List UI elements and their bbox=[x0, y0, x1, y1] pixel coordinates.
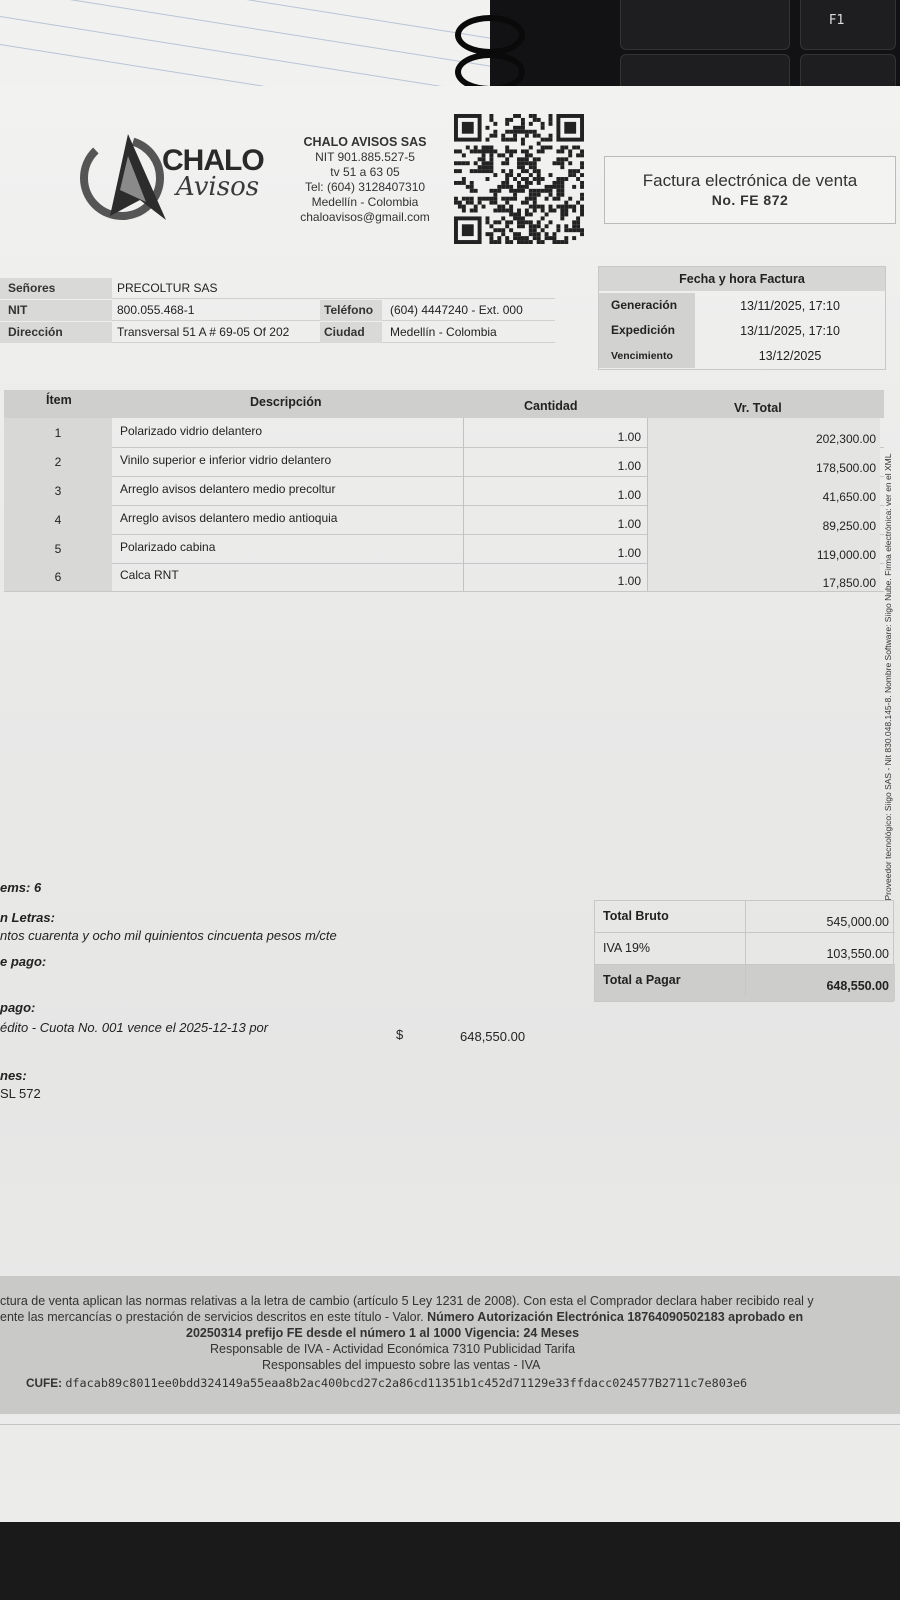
company-address: tv 51 a 63 05 bbox=[330, 165, 400, 179]
notebook-ring bbox=[455, 15, 525, 55]
expedicion-label: Expedición bbox=[599, 318, 695, 343]
letras-value: ntos cuarenta y ocho mil quinientos cincuenta pesos m/cte bbox=[0, 928, 337, 943]
telefono-label: Teléfono bbox=[324, 303, 374, 317]
legal-footer bbox=[0, 1276, 900, 1414]
item-quantity: 1.00 bbox=[464, 418, 648, 447]
expedicion-row bbox=[599, 318, 885, 343]
nit-label: NIT bbox=[8, 303, 28, 317]
item-description: Vinilo superior e inferior vidrio delantero bbox=[112, 447, 464, 476]
totals-box bbox=[594, 900, 894, 1002]
expedicion-value: 13/11/2025, 17:10 bbox=[740, 324, 840, 338]
item-number: 4 bbox=[4, 505, 112, 534]
company-info bbox=[285, 135, 445, 225]
item-total: 89,250.00 bbox=[648, 505, 880, 534]
item-description: Arreglo avisos delantero medio precoltur bbox=[112, 476, 464, 505]
iva-label: IVA 19% bbox=[603, 941, 651, 955]
item-total: 119,000.00 bbox=[648, 534, 880, 563]
table-row bbox=[4, 534, 884, 564]
items-count: ems: 6 bbox=[0, 880, 42, 895]
item-quantity: 1.00 bbox=[464, 476, 648, 505]
senores-value: PRECOLTUR SAS bbox=[117, 281, 218, 295]
ciudad-label: Ciudad bbox=[324, 325, 365, 339]
letras-label: n Letras: bbox=[0, 910, 55, 925]
iva-row bbox=[595, 933, 895, 965]
item-description: Polarizado vidrio delantero bbox=[112, 418, 464, 447]
medio-pago-label: pago: bbox=[0, 1000, 36, 1015]
footer-line-2 bbox=[0, 1310, 803, 1324]
table-row bbox=[4, 418, 884, 448]
header-item: Ítem bbox=[46, 393, 72, 407]
vencimiento-row bbox=[599, 343, 885, 368]
item-description: Calca RNT bbox=[112, 562, 464, 591]
desk-background bbox=[0, 1522, 900, 1600]
provider-side-note-text: Proveedor tecnológico: Siigo SAS - Nit 830.048.145-8. Nombre Software: Siigo Nube. Firma electrónica: ver en el XML bbox=[883, 453, 893, 901]
client-row-direccion bbox=[0, 322, 555, 343]
dates-header: Fecha y hora Factura bbox=[599, 267, 885, 291]
forma-pago-label: e pago: bbox=[0, 954, 47, 969]
table-row bbox=[4, 505, 884, 535]
vencimiento-label: Vencimiento bbox=[599, 343, 695, 368]
cuota-text: édito - Cuota No. 001 vence el 2025-12-13 por bbox=[0, 1020, 269, 1035]
item-description: Polarizado cabina bbox=[112, 534, 464, 563]
item-total: 41,650.00 bbox=[648, 476, 880, 505]
item-total: 178,500.00 bbox=[648, 447, 880, 476]
generacion-row bbox=[599, 293, 885, 318]
footer-line-4: Responsable de IVA - Actividad Económica 7310 Publicidad Tarifa bbox=[210, 1342, 576, 1356]
item-quantity: 1.00 bbox=[464, 447, 648, 476]
keyboard-background bbox=[490, 0, 900, 95]
cufe-line bbox=[26, 1376, 747, 1390]
company-city: Medellín - Colombia bbox=[311, 195, 419, 209]
footer-line-1: ctura de venta aplican las normas relativas a la letra de cambio (artículo 5 Ley 1231 de 2008). Con esta el Comprador declara haber recibido real y bbox=[0, 1294, 814, 1308]
generacion-label: Generación bbox=[599, 293, 695, 318]
item-number: 1 bbox=[4, 418, 112, 447]
logo-chalo-text: CHALO bbox=[162, 144, 264, 177]
iva-value: 103,550.00 bbox=[745, 933, 893, 965]
total-bruto-value: 545,000.00 bbox=[745, 901, 893, 933]
cufe-value: dfacab89c8011ee0bdd324149a55eaa8b2ac400bcd27c2a86cd11351b1c452d71129e33ffdacc024577B2711c7e803e6 bbox=[65, 1376, 748, 1390]
footer-line-2b: Número Autorización Electrónica 18764090502183 aprobado en bbox=[427, 1310, 804, 1324]
nit-value: 800.055.468-1 bbox=[117, 303, 195, 317]
item-total: 202,300.00 bbox=[648, 418, 880, 447]
qr-code bbox=[454, 114, 584, 248]
total-pagar-row bbox=[595, 965, 895, 1001]
cufe-label: CUFE: bbox=[26, 1376, 66, 1390]
table-row bbox=[4, 447, 884, 477]
direccion-label: Dirección bbox=[8, 325, 63, 339]
items-table-header bbox=[4, 390, 884, 418]
total-pagar-value: 648,550.00 bbox=[745, 965, 893, 997]
company-logo bbox=[80, 130, 280, 226]
invoice-title-box bbox=[604, 156, 896, 224]
total-pagar-label: Total a Pagar bbox=[603, 973, 681, 987]
cuota-amount: 648,550.00 bbox=[460, 1029, 526, 1044]
cuota-currency: $ bbox=[396, 1027, 404, 1042]
footer-line-2a: ente las mercancías o prestación de servicios descritos en este título - Valor. bbox=[0, 1310, 428, 1324]
senores-label: Señores bbox=[8, 281, 56, 295]
item-quantity: 1.00 bbox=[464, 534, 648, 563]
item-description: Arreglo avisos delantero medio antioquia bbox=[112, 505, 464, 534]
f1-key-label: F1 bbox=[829, 13, 845, 28]
provider-side-note bbox=[882, 420, 896, 940]
company-name: CHALO AVISOS SAS bbox=[303, 135, 427, 149]
item-quantity: 1.00 bbox=[464, 562, 648, 591]
item-number: 3 bbox=[4, 476, 112, 505]
header-cantidad: Cantidad bbox=[524, 399, 578, 413]
company-tel: Tel: (604) 3128407310 bbox=[304, 180, 426, 194]
footer-line-3: 20250314 prefijo FE desde el número 1 al 1000 Vigencia: 24 Meses bbox=[186, 1326, 580, 1340]
item-number: 6 bbox=[4, 562, 112, 591]
header-vr-total: Vr. Total bbox=[734, 401, 782, 415]
item-quantity: 1.00 bbox=[464, 505, 648, 534]
footer-line-5: Responsables del impuesto sobre las ventas - IVA bbox=[262, 1358, 541, 1372]
generacion-value: 13/11/2025, 17:10 bbox=[740, 299, 840, 313]
header-descripcion: Descripción bbox=[250, 395, 322, 409]
client-row-nit bbox=[0, 300, 555, 321]
observaciones-label: nes: bbox=[0, 1068, 27, 1083]
total-bruto-label: Total Bruto bbox=[603, 909, 669, 923]
item-number: 5 bbox=[4, 534, 112, 563]
logo-avisos-text: Avisos bbox=[176, 172, 260, 202]
item-number: 2 bbox=[4, 447, 112, 476]
telefono-value: (604) 4447240 - Ext. 000 bbox=[390, 303, 523, 317]
ciudad-value: Medellín - Colombia bbox=[390, 325, 497, 339]
table-row bbox=[4, 476, 884, 506]
company-nit: NIT 901.885.527-5 bbox=[315, 150, 415, 164]
footer-divider bbox=[0, 1424, 900, 1425]
observaciones-value: SL 572 bbox=[0, 1086, 41, 1101]
direccion-value: Transversal 51 A # 69-05 Of 202 bbox=[117, 325, 290, 339]
invoice-number: No. FE 872 bbox=[711, 192, 789, 208]
item-total: 17,850.00 bbox=[648, 562, 880, 591]
company-email: chaloavisos@gmail.com bbox=[300, 210, 430, 224]
invoice-dates-box bbox=[598, 266, 886, 370]
vencimiento-value: 13/12/2025 bbox=[758, 349, 822, 363]
total-bruto-row bbox=[595, 901, 895, 933]
invoice-title: Factura electrónica de venta bbox=[642, 171, 858, 190]
table-row bbox=[4, 562, 884, 592]
client-row-senores bbox=[0, 278, 555, 299]
